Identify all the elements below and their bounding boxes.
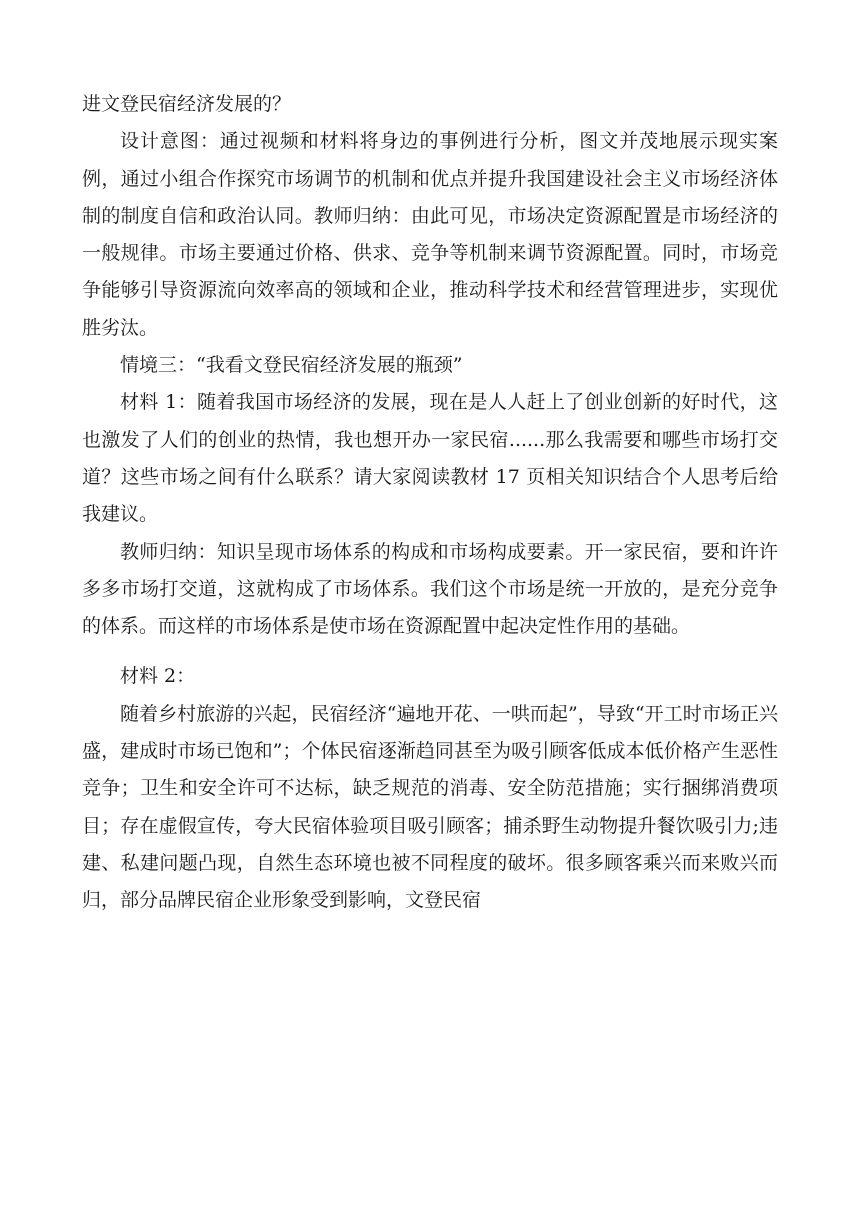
paragraph-scenario-three: 情境三：“我看文登民宿经济发展的瓶颈” (120, 354, 463, 377)
paragraph-material-two-body: 随着乡村旅游的兴起，民宿经济“遍地开花、一哄而起”，导致“开工时市场正兴盛，建成时市场已饱和”；个体民宿逐渐趋同甚至为吸引顾客低成本低价格产生恶性竞争；卫生和安全许可不达标，缺乏规范的消毒、安全防范措施；实行捆绑消费项目；存在虚假宣传，夸大民宿体验项目吸引顾客；捕杀野生动物提升餐饮吸引力;违建、私建问题凸现，自然生态环境也被不同程度的破坏。很多顾客乘兴而来败兴而归，部分品牌民宿企业形象受到影响，文登民宿 (82, 702, 778, 912)
paragraph-design-intent: 设计意图：通过视频和材料将身边的事例进行分析，图文并茂地展示现实案例，通过小组合作探究市场调节的机制和优点并提升我国建设社会主义市场经济体制的制度自信和政治认同。教师归纳：由此可见，市场决定资源配置是市场经济的一般规律。市场主要通过价格、供求、竞争等机制来调节资源配置。同时，市场竞争能够引导资源流向效率高的领域和企业，推动科学技术和经营管理进步，实现优胜劣汰。 (82, 130, 778, 339)
paragraph-teacher-summary: 教师归纳：知识呈现市场体系的构成和市场构成要素。开一家民宿，要和许许多多市场打交道，这就构成了市场体系。我们这个市场是统一开放的，是充分竞争的体系。而这样的市场体系是使市场在资源配置中起决定性作用的基础。 (82, 540, 778, 638)
paragraph-material-two-heading: 材料 2： (120, 665, 196, 688)
paragraph-continuation: 进文登民宿经济发展的？ (82, 93, 292, 115)
document-body (82, 86, 778, 920)
paragraph-material-one: 材料 1：随着我国市场经济的发展，现在是人人赶上了创业创新的好时代，这也激发了人们的创业的热情，我也想开办一家民宿......那么我需要和哪些市场打交道？这些市场之间有什么联系？请大家阅读教材 17 页相关知识结合个人思考后给我建议。 (82, 391, 778, 526)
